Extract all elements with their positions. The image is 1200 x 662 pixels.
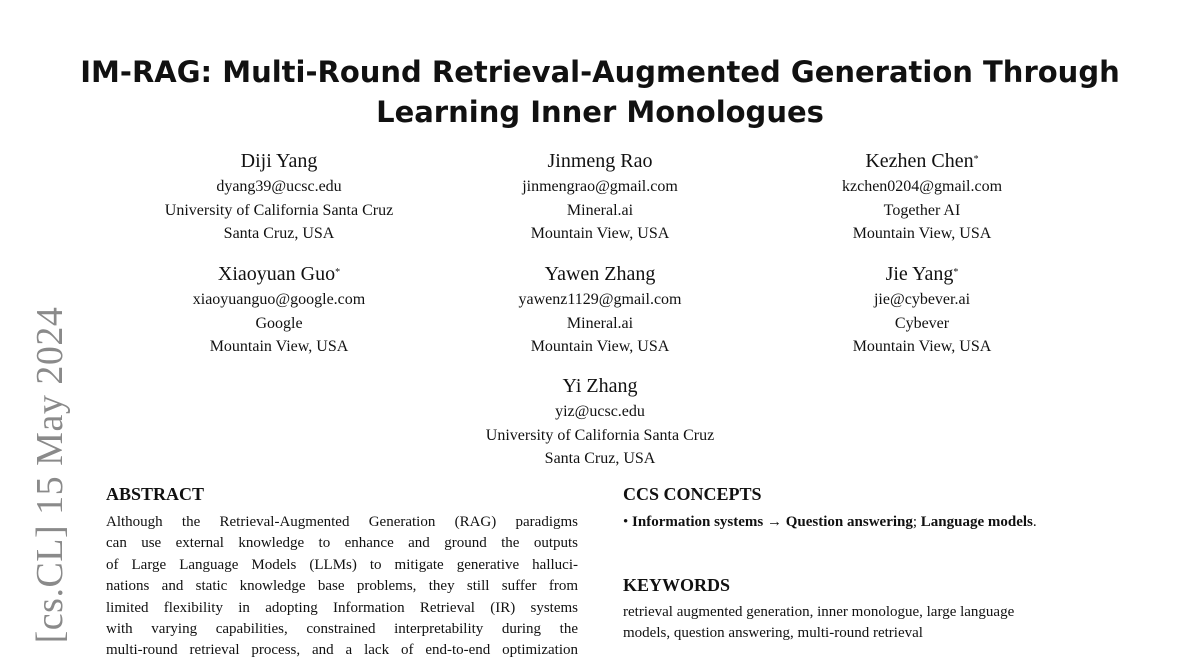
author-affiliation: Google	[255, 314, 303, 332]
separator: ;	[912, 514, 921, 530]
ccs-term: Information systems	[632, 514, 764, 530]
title-line-2: Learning Inner Monologues	[376, 95, 824, 129]
author-location: Mountain View, USA	[530, 225, 670, 242]
abstract-line: nations and static knowledge base problems, they still suffer from	[106, 578, 578, 595]
abstract-line: of Large Language Models (LLMs) to mitigate generative halluci-	[106, 556, 578, 573]
author-email[interactable]: yiz@ucsc.edu	[555, 403, 645, 420]
abstract-line: Although the Retrieval-Augmented Generation (RAG) paradigms	[106, 514, 578, 530]
author-location: Santa Cruz, USA	[223, 225, 335, 242]
author-footnote-mark: *	[973, 154, 979, 165]
author-name: Jinmeng Rao	[547, 150, 653, 172]
keywords-line: models, question answering, multi-round retrieval	[623, 625, 923, 642]
author-name: Yi Zhang	[562, 375, 638, 397]
abstract-text	[106, 512, 578, 662]
author-footnote-mark: *	[335, 267, 341, 278]
abstract-line: can use external knowledge to enhance and ground the outputs	[106, 535, 578, 552]
keywords-line: retrieval augmented generation, inner monologue, large language	[623, 604, 1015, 620]
author-location: Mountain View, USA	[209, 338, 349, 355]
author-affiliation: Mineral.ai	[566, 201, 634, 219]
keywords-heading: KEYWORDS	[623, 575, 731, 595]
author-email[interactable]: jinmengrao@gmail.com	[522, 178, 678, 195]
author-email[interactable]: kzchen0204@gmail.com	[841, 178, 1003, 195]
arxiv-stamp: [cs.CL] 15 May 2024	[29, 306, 71, 644]
author-email[interactable]: yawenz1129@gmail.com	[518, 291, 682, 308]
title-line-1: IM-RAG: Multi-Round Retrieval-Augmented Generation Through	[80, 55, 1120, 89]
author-block	[99, 148, 459, 246]
arrow-glyph: →	[763, 514, 786, 530]
author-affiliation: University of California Santa Cruz	[485, 426, 715, 444]
author-name: Jie Yang*	[885, 263, 959, 285]
ccs-concepts-heading: CCS CONCEPTS	[623, 484, 762, 504]
abstract-line: limited flexibility in adopting Information Retrieval (IR) systems	[106, 599, 578, 616]
author-affiliation: Mineral.ai	[566, 314, 634, 332]
period: .	[1032, 514, 1037, 530]
author-name: Yawen Zhang	[544, 263, 656, 285]
paper-title	[80, 52, 1120, 132]
author-affiliation: University of California Santa Cruz	[164, 201, 394, 219]
abstract-line: with varying capabilities, constrained interpretability during the	[106, 621, 578, 638]
author-affiliation: Together AI	[883, 201, 961, 219]
author-location: Santa Cruz, USA	[544, 450, 656, 467]
author-name: Diji Yang	[240, 150, 318, 172]
author-location: Mountain View, USA	[852, 225, 992, 242]
ccs-term: Language models	[920, 514, 1033, 530]
abstract-line: multi-round retrieval process, and a lack of end-to-end optimization	[106, 642, 578, 659]
abstract-heading: ABSTRACT	[106, 484, 205, 504]
author-block	[742, 261, 1102, 359]
author-email[interactable]: dyang39@ucsc.edu	[216, 178, 342, 195]
keywords-text	[623, 602, 1095, 645]
author-location: Mountain View, USA	[530, 338, 670, 355]
ccs-term: Question answering	[785, 514, 913, 530]
author-name: Xiaoyuan Guo*	[217, 263, 341, 285]
author-block	[420, 261, 780, 359]
author-name: Kezhen Chen*	[865, 150, 979, 172]
ccs-concepts-text	[623, 512, 1095, 533]
author-email[interactable]: xiaoyuanguo@google.com	[192, 291, 366, 308]
bullet: •	[623, 514, 629, 530]
author-email[interactable]: jie@cybever.ai	[873, 291, 971, 308]
author-block	[420, 148, 780, 246]
author-affiliation: Cybever	[894, 314, 950, 332]
author-location: Mountain View, USA	[852, 338, 992, 355]
author-block	[742, 148, 1102, 246]
author-footnote-mark: *	[953, 267, 959, 278]
author-block	[420, 373, 780, 471]
author-block	[99, 261, 459, 359]
